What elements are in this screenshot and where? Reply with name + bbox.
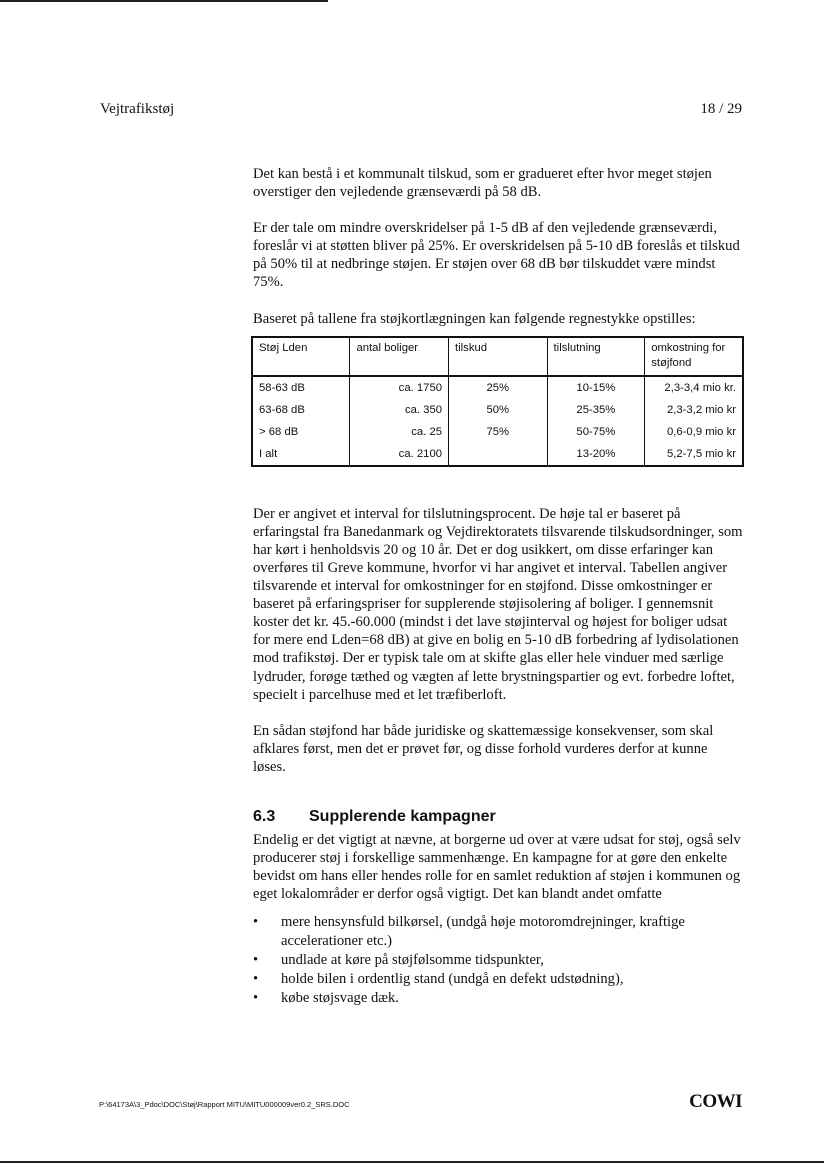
paragraph: Endelig er det vigtigt at nævne, at borgerne ud over at være udsat for støj, også selv producerer støj i forskellige sammenhænge. En kampagne for at gøre den enkelte bevidst om hans eller hendes rolle for en samlet reduktion af støjen i kommunen og eget lokalområder er derfor også vigtigt. Det kan blandt andet omfatte [253,832,741,903]
footer-file-path: P:\64173A\3_Pdoc\DOC\Støj\Rapport MITU\MITU000009ver0.2_SRS.DOC [99,1100,350,1109]
cost-table [251,336,744,467]
table-row [252,399,743,421]
section-heading [253,808,743,826]
table-cell [449,443,548,466]
table-cell: 50-75% [547,421,645,443]
table-cell: ca. 25 [350,421,449,443]
body-content [253,165,743,1008]
table-row-total [252,443,743,466]
paragraph: En sådan støjfond har både juridiske og skattemæssige konsekvenser, som skal afklares først, men det er prøvet før, og disse forhold vurderes derfor at kunne løses. [253,722,714,775]
column-header: tilskud [449,337,548,376]
table-cell: 5,2-7,5 mio kr [645,443,743,466]
running-header-title: Vejtrafikstøj [100,101,175,117]
list-item: • undlade at køre på støjfølsomme tidspunkter, [253,951,743,969]
paragraph: Er der tale om mindre overskridelser på 1-5 dB af den vejledende grænseværdi, foreslår vi at støtten bliver på 25%. Er overskridelsen på 5-10 dB foreslås et tilskud på 50% til at nedbringe støjen. Er støjen over 68 dB bør tilskuddet være mindst 75%. [253,220,740,291]
table-cell: 58-63 dB [252,376,350,399]
scan-border-top [0,0,328,2]
paragraph: Baseret på tallene fra støjkortlægningen kan følgende regnestykke opstilles: [253,310,696,327]
table-cell: ca. 350 [350,399,449,421]
table-cell: 75% [449,421,548,443]
scan-border-bottom [0,1161,824,1163]
table-cell: 0,6-0,9 mio kr [645,421,743,443]
table-header-row [252,337,743,376]
table-cell: 25% [449,376,548,399]
table-cell: ca. 2100 [350,443,449,466]
table-row [252,376,743,399]
page-number: 18 / 29 [700,101,742,117]
table-cell: ca. 1750 [350,376,449,399]
table-cell: 63-68 dB [252,399,350,421]
company-logo: COWI [689,1091,742,1112]
paragraph: Det kan bestå i et kommunalt tilskud, som er gradueret efter hvor meget støjen overstiger den vejledende grænseværdi på 58 dB. [253,166,712,201]
column-header: omkostning for støjfond [645,337,743,376]
section-title: Supplerende kampagner [309,807,496,825]
section-number: 6.3 [253,807,276,825]
list-item: • købe støjsvage dæk. [253,989,743,1007]
column-header: Støj Lden [252,337,350,376]
table-row [252,421,743,443]
bullet-list [253,913,743,1006]
table-cell: 10-15% [547,376,645,399]
table-cell: 25-35% [547,399,645,421]
column-header: antal boliger [350,337,449,376]
list-item: • mere hensynsfuld bilkørsel, (undgå høje motoromdrejninger, kraftige accelerationer etc.) [253,913,743,949]
list-item: • holde bilen i ordentlig stand (undgå en defekt udstødning), [253,970,743,988]
table-cell: 2,3-3,4 mio kr. [645,376,743,399]
table-cell: > 68 dB [252,421,350,443]
table-cell: 2,3-3,2 mio kr [645,399,743,421]
table-cell: 50% [449,399,548,421]
table-cell: I alt [252,443,350,466]
table-cell: 13-20% [547,443,645,466]
column-header: tilslutning [547,337,645,376]
paragraph: Der er angivet et interval for tilslutningsprocent. De høje tal er baseret på erfaringstal fra Banedanmark og Vejdirektoratets tilsvarende tilskudsordninger, som har kørt i henholdsvis 20 og 10 år. Det er dog usikkert, om disse erfaringer kan overføres til Greve kommune, hvorfor vi har angivet et interval. Tabellen angiver tilsvarende et interval for omkostninger for en støjfond. Disse omkostninger er baseret på erfaringspriser for supplerende støjisolering af boliger. I gennemsnit koster det kr. 45.-60.000 (mindst i det lave støjinterval og højest for boliger udsat for mere end Lden=68 dB) at give en bolig en 5-10 dB forbedring af lydisolationen mod trafikstøj. Der er typisk tale om at skifte glas eller hele vinduer med særlige lydruder, forøge tæthed og vægten af lette brystningspartier og evt. forbedre loftet, specielt i parcelhuse med et let træfiberloft. [253,505,743,703]
